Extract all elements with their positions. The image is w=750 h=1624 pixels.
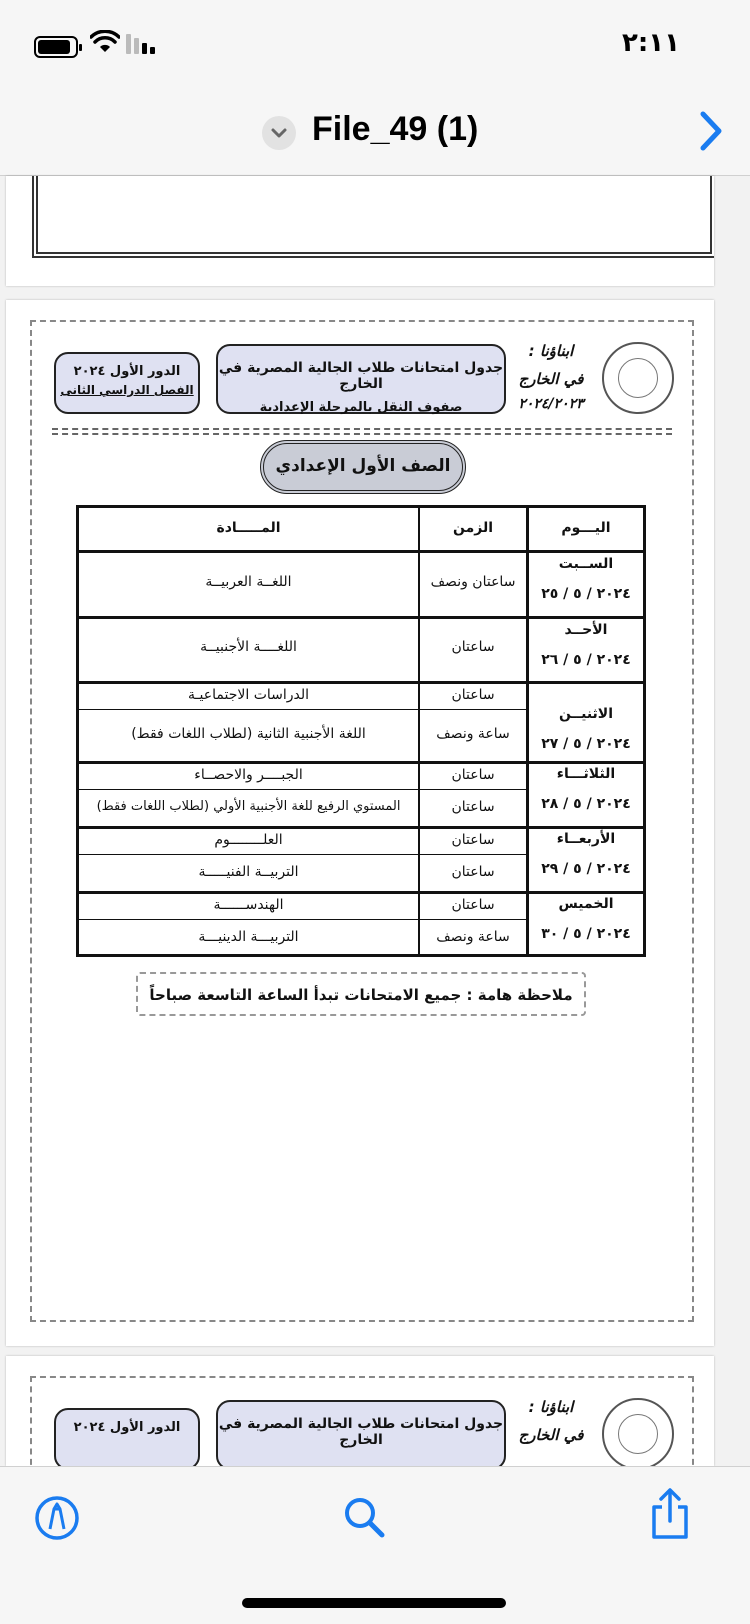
row-subject: اللغــــة الأجنبيــة [200,639,297,655]
row-subject: التربيــة الفنيـــــة [198,864,299,880]
column-header-time: الزمن [452,520,494,536]
document-title[interactable]: File_49 (1) [312,110,479,148]
row-subject: الدراسات الاجتماعيـة [187,687,310,703]
chevron-down-icon [262,116,296,150]
row-time: ساعتان [451,767,495,783]
header-label-1: ابناؤنا : [528,1398,574,1416]
column-header-subject: المـــــادة [216,520,281,536]
header-label-2: في الخارج [518,370,584,388]
row-subject: الجبــــر والاحصــاء [194,767,303,783]
pdf-page-previous [6,176,714,286]
row-day: الأحــد [564,622,608,638]
column-header-day: اليـــوم [561,520,611,536]
title-menu-button[interactable] [262,116,296,150]
grade-title-box [260,440,466,494]
row-subject: اللغــة العربيــة [205,574,292,590]
row-time: ساعة ونصف [436,929,510,945]
row-date: ٢٠٢٤ / ٥ / ٢٩ [541,861,631,877]
status-bar [0,0,750,90]
session-line1: الدور الأول ٢٠٢٤ [73,1420,181,1435]
header-title-line2: صفوف النقل بالمرحلة الإعدادية [259,400,463,415]
row-date: ٢٠٢٤ / ٥ / ٢٧ [541,736,631,752]
cellular-signal-icon [126,34,158,54]
markup-icon[interactable] [34,1495,80,1541]
header-title-line1: جدول امتحانات طلاب الجالية المصرية في الخارج [218,1416,504,1448]
row-date: ٢٠٢٤ / ٥ / ٢٨ [541,796,631,812]
row-date: ٢٠٢٤ / ٥ / ٢٦ [541,652,631,668]
row-subject: العلــــــــوم [214,832,283,848]
grade-title: الصف الأول الإعدادي [275,456,451,476]
row-day: الاثنيــن [558,706,614,722]
session-box [54,1408,200,1466]
row-date: ٢٠٢٤ / ٥ / ٢٥ [541,586,631,602]
home-indicator[interactable] [242,1598,506,1608]
header-label-2: في الخارج [518,1426,584,1444]
wifi-icon [90,30,120,54]
row-date: ٢٠٢٤ / ٥ / ٣٠ [541,926,631,942]
status-time: ٢:١١ [621,28,680,58]
search-icon[interactable] [342,1495,386,1539]
row-day: الثلاثـــاء [556,766,616,782]
header-title-line1: جدول امتحانات طلاب الجالية المصرية في الخارج [218,360,504,392]
exam-table [76,505,646,957]
share-icon[interactable] [648,1487,692,1541]
row-time: ساعتان [451,799,495,815]
row-time: ساعتان [451,864,495,880]
row-time: ساعتان [451,897,495,913]
row-time: ساعتان [451,832,495,848]
row-subject: التربيـــة الدينيـــة [198,929,299,945]
battery-icon [34,36,78,58]
header-title-box [216,1400,506,1466]
ministry-logo [602,342,674,414]
row-day: الخميس [558,896,614,912]
row-subject: اللغة الأجنبية الثانية (لطلاب اللغات فقط) [131,726,366,742]
row-time: ساعتان [451,687,495,703]
row-day: الســبت [558,556,614,572]
row-subject: المستوي الرفيع للغة الأجنبية الأولي (لطلاب اللغات فقط) [96,799,401,814]
row-subject: الهندســــــة [213,897,284,913]
session-line2: الفصل الدراسي الثانى [60,383,194,397]
row-day: الأربعــاء [556,831,616,847]
page-border [32,176,714,258]
chevron-right-icon[interactable] [698,110,724,152]
session-box [54,352,200,414]
row-time: ساعة ونصف [436,726,510,742]
header-separator [52,428,672,430]
row-time: ساعتان ونصف [430,574,516,590]
session-line1: الدور الأول ٢٠٢٤ [73,364,181,379]
note-box [136,972,586,1016]
header-title-box [216,344,506,414]
header-label-1: ابناؤنا : [528,342,574,360]
pdf-page-current [6,300,714,1346]
pdf-page-next [6,1356,714,1466]
ministry-logo [602,1398,674,1466]
note-text: ملاحظة هامة : جميع الامتحانات تبدأ الساعة التاسعة صباحاً [149,986,573,1004]
header-year: ٢٠٢٤/٢٠٢٣ [518,396,584,412]
row-time: ساعتان [451,639,495,655]
